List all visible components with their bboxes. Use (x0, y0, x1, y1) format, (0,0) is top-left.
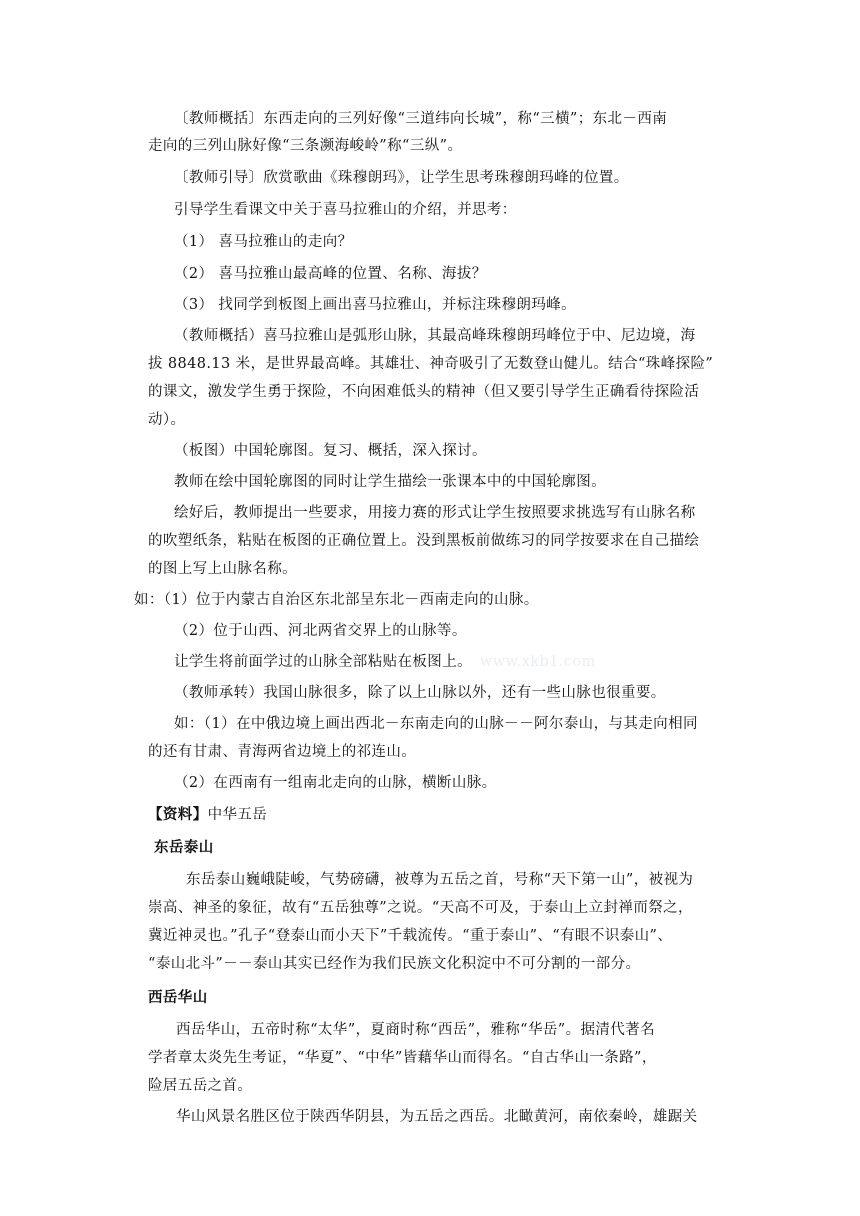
text-line: 崇高、神圣的象征，故有“五岳独尊”之说。“天高不可及，于泰山上立封禅而祭之， (148, 900, 693, 916)
section-heading-taishan: 东岳泰山 (154, 840, 214, 856)
text-line: （2）在西南有一组南北走向的山脉，横断山脉。 (174, 775, 497, 791)
text-line: 的吹塑纸条，粘贴在板图的正确位置上。没到黑板前做练习的同学按要求在自己描绘 (148, 533, 700, 549)
material-heading (148, 805, 267, 825)
text-line: 如：（1）在中俄边境上画出西北－东南走向的山脉－－阿尔泰山，与其走向相同 (174, 716, 698, 732)
text-line: 险居五岳之首。 (148, 1078, 253, 1094)
text-line: （2） 喜马拉雅山最高峰的位置、名称、海拔？ (174, 266, 487, 282)
text-line: 〔教师概括〕东西走向的三列好像“三道纬向长城”，称“三横”；东北－西南 (174, 111, 668, 127)
text-line: （板图）中国轮廓图。复习、概括，深入探讨。 (174, 443, 487, 459)
text-line: 华山风景名胜区位于陕西华阴县，为五岳之西岳。北瞰黄河，南依秦岭，雄踞关 (176, 1109, 698, 1125)
text-line: 引导学生看课文中关于喜马拉雅山的介绍，并思考： (174, 202, 517, 218)
text-line: 冀近神灵也。”孔子“登泰山而小天下”千载流传。“重于泰山”、“有眼不识泰山”、 (148, 928, 673, 944)
text-line: （1） 喜马拉雅山的走向？ (174, 234, 353, 250)
text-line: 教师在绘中国轮廓图的同时让学生描绘一张课本中的中国轮廓图。 (174, 474, 607, 490)
faint-watermark: www.xkb1.com (480, 654, 596, 670)
text-line: （3） 找同学到板图上画出喜马拉雅山，并标注珠穆朗玛峰。 (174, 297, 577, 313)
text-line: 让学生将前面学过的山脉全部粘贴在板图上。 (174, 654, 472, 670)
text-line: 绘好后，教师提出一些要求，用接力赛的形式让学生按照要求挑选写有山脉名称 (174, 505, 696, 521)
text-line: 的还有甘肃、青海两省边境上的祁连山。 (148, 744, 417, 760)
text-line: 〔教师引导〕欣赏歌曲《珠穆朗玛》，让学生思考珠穆朗玛峰的位置。 (174, 170, 629, 186)
text-line: 的课文，激发学生勇于探险，不向困难低头的精神（但又要引导学生正确看待探险活 (148, 384, 700, 400)
text-line: （教师承转）我国山脉很多，除了以上山脉以外，还有一些山脉也很重要。 (174, 685, 666, 701)
text-line: “泰山北斗”－－泰山其实已经作为我们民族文化积淀中不可分割的一部分。 (148, 956, 641, 972)
section-heading-huashan: 西岳华山 (148, 990, 208, 1006)
text-line: 的图上写上山脉名称。 (148, 561, 297, 577)
text-line: 拔 8848.13 米，是世界最高峰。其雄壮、神奇吸引了无数登山健儿。结合“珠峰探险” (148, 356, 714, 372)
material-title: 中华五岳 (207, 807, 268, 823)
material-bracket: 【资料】 (148, 807, 208, 823)
text-line: （2）位于山西、河北两省交界上的山脉等。 (174, 623, 467, 639)
text-line: 西岳华山，五帝时称“太华”，夏商时称“西岳”，雅称“华岳”。据清代著名 (176, 1022, 655, 1038)
text-line: 东岳泰山巍峨陡峻，气势磅礴，被尊为五岳之首，号称“天下第一山”，被视为 (186, 872, 694, 888)
text-line: 如：（1）位于内蒙古自治区东北部呈东北－西南走向的山脉。 (134, 592, 539, 608)
text-line: 走向的三列山脉好像“三条濒海峻岭”称“三纵”。 (148, 138, 463, 154)
text-line: （教师概括）喜马拉雅山是弧形山脉，其最高峰珠穆朗玛峰位于中、尼边境，海 (174, 328, 696, 344)
text-line: 动）。 (148, 412, 186, 428)
text-line: 学者章太炎先生考证，“华夏”、“中华”皆藉华山而得名。“自古华山一条路”， (148, 1050, 657, 1066)
